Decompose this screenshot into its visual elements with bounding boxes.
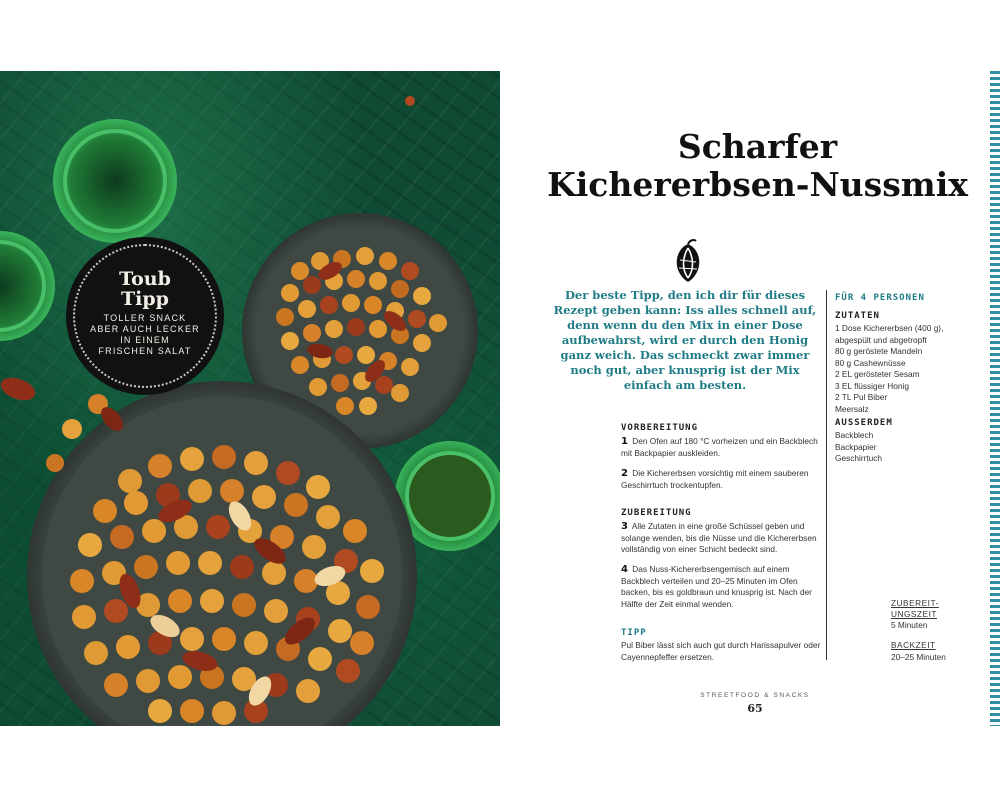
footer-section: STREETFOOD & SNACKS [700,692,810,699]
step-2-text: Die Kichererbsen vorsichtig mit einem sauberen Geschirrtuch trockentupfen. [621,468,809,490]
servings: FÜR 4 PERSONEN [835,293,925,303]
nut-icon [668,238,708,286]
badge-text: TOLLER SNACK ABER AUCH LECKER IN EINEM FRISCHEN SALAT [90,313,200,356]
ingredient-item: 1 Dose Kichererbsen (400 g), [835,323,944,333]
step-3 [621,521,821,556]
step-4-text: Das Nuss-Kichererbsengemisch auf einem Backblech verteilen und 20–25 Minuten im Ofen backen, bis es goldbraun und knusprig ist. Nach der Hälfte der Zeit einmal wenden. [621,564,812,609]
ausserdem-list [835,430,985,465]
zubereitung-heading: ZUBEREITUNG [621,508,692,518]
green-glass-left [0,231,55,341]
ingredient-item: 2 EL gerösteter Sesam [835,369,920,379]
step-3-text: Alle Zutaten in eine große Schüssel geben und solange wenden, bis die Nüsse und die Kichererbsen vollständig von einer Schicht bedeckt sind. [621,521,817,554]
step-4 [621,564,821,610]
step-1-number: 1 [621,436,628,447]
prep-time-value: 5 Minuten [891,620,928,630]
ingredient-item: 3 EL flüssiger Honig [835,380,909,391]
bake-time-value: 20–25 Minuten [891,652,946,662]
equipment-item: Backpapier [835,441,877,452]
green-glass-top [53,119,177,243]
zutaten-list [835,323,985,415]
equipment-item: Geschirrtuch [835,453,883,463]
ingredient-item: 80 g Cashewnüsse [835,357,906,368]
equipment-item: Backblech [835,430,874,440]
food-illustration [0,71,500,726]
toub-tipp-badge [68,239,222,393]
ingredient-item: 2 TL Pul Biber [835,392,888,402]
page-edge-stripes [990,71,1000,726]
tipp-text: Pul Biber lässt sich auch gut durch Harissapulver oder Cayennepfeffer ersetzen. [621,640,821,662]
ausserdem-heading: AUSSERDEM [835,418,893,428]
step-1-text: Den Ofen auf 180 °C vorheizen und ein Backblech mit Backpapier auskleiden. [621,436,818,458]
step-2 [621,468,821,491]
ingredient-item: Meersalz [835,403,869,414]
recipe-intro: Der beste Tipp, den ich dir für dieses Rezept geben kann: Iss alles schnell auf, denn wenn du den Mix in einer Dose aufbewahrst, wird er durch den Honig ganz weich. Das schmeckt zwar immer noch gut, aber knusprig ist der Mix einfach am besten. [553,288,817,392]
step-4-number: 4 [621,564,628,575]
recipe-title: Scharfer Kichererbsen-Nussmix [547,127,968,204]
vorbereitung-heading: VORBEREITUNG [621,423,699,433]
tipp-heading: TIPP [621,628,647,638]
ingredient-item: 80 g geröstete Mandeln [835,346,923,356]
zutaten-heading: ZUTATEN [835,311,880,321]
badge-title: Toub Tipp [119,268,171,310]
step-1 [621,436,821,459]
bake-time-label: BACKZEIT [891,640,936,650]
ingredient-item: abgespült und abgetropft [835,334,927,345]
food-photo [0,71,500,726]
page-number: 65 [747,702,763,715]
column-divider [826,290,827,660]
step-3-number: 3 [621,521,628,532]
prep-time-label: ZUBEREIT- UNGSZEIT [891,598,939,619]
step-2-number: 2 [621,468,628,479]
